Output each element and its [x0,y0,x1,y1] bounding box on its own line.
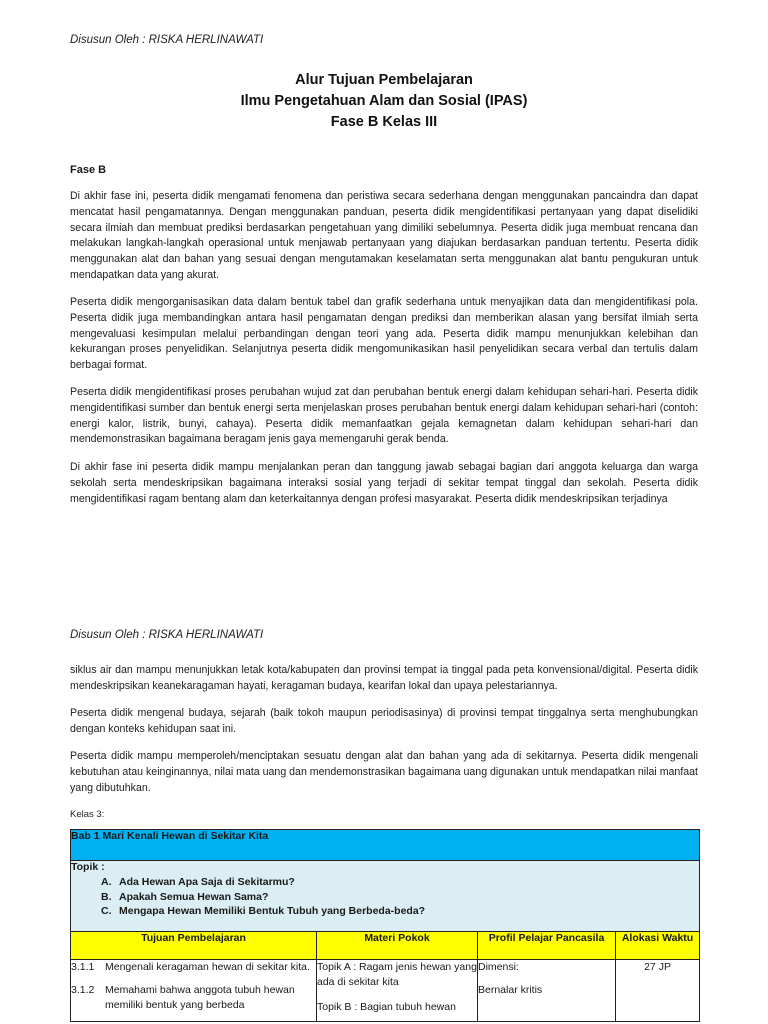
header-tujuan: Tujuan Pembelajaran [71,932,317,960]
materi-cell [317,960,478,1022]
topik-letter: C. [101,905,112,917]
title-line-2: Ilmu Pengetahuan Alam dan Sosial (IPAS) [240,93,528,109]
tujuan-cell [71,960,317,1022]
paragraph: siklus air dan mampu menunjukkan letak kota/kabupaten dan provinsi tempat ia tinggal pada peta konvensional/digital. Peserta didik mendeskripsikan keanekaragaman hayati, keragaman budaya, kearifan lokal dan upaya pelestariannya. [70,664,698,692]
topik-item [71,890,699,905]
paragraph: Peserta didik mampu memperoleh/menciptakan sesuatu dengan alat dan bahan yang ada di sekitarnya. Peserta didik mengenali kebutuhan atau keinginannya, nilai mata uang dan mendemonstrasikan bagaimana uang digunakan untuk mendapatkan nilai manfaat yang dibutuhkan. [70,750,698,794]
bab-row [71,830,700,861]
tujuan-number: 3.1.2 [71,984,95,996]
paragraph: Peserta didik mengenal budaya, sejarah (baik tokoh maupun periodisasinya) di provinsi tempat tinggalnya serta menghubungkan dengan konteks kehidupan saat ini. [70,707,698,735]
topik-letter: B. [101,890,112,903]
tujuan-item [71,960,316,975]
paragraph: Peserta didik mengidentifikasi proses perubahan wujud zat dan perubahan bentuk energi dalam kehidupan sehari-hari. Peserta didik mengidentifikasi sumber dan bentuk energi serta menjelaskan proses perubahan bentuk energi dalam kehidupan sehari-hari (contoh: energi kalor, listrik, bunyi, cahaya). Peserta didik memanfaatkan gejala kemagnetan dalam kehidupan sehari-hari dan mendemonstrasikan bagaimana beragam jenis gaya memengaruhi gerak benda. [70,386,698,446]
tujuan-text: Memahami bahwa anggota tubuh hewan memiliki bentuk yang berbeda [105,984,295,1011]
header-profil: Profil Pelajar Pancasila [478,932,616,960]
header-materi: Materi Pokok [317,932,478,960]
topik-text: Apakah Semua Hewan Sama? [119,890,269,903]
paragraph: Di akhir fase ini peserta didik mampu menjalankan peran dan tanggung jawab sebagai bagian dari anggota keluarga dan warga sekolah serta mendeskripsikan bagaimana interaksi sosial yang terjadi di sekitar tempat tinggal dan sekolah. Peserta didik mengidentifikasi ragam bentang alam dan keterkaitannya dengan profesi masyarakat. Peserta didik mendeskripsikan terjadinya [70,461,698,505]
topik-text: Ada Hewan Apa Saja di Sekitarmu? [119,876,295,888]
title-line-1: Alur Tujuan Pembelajaran [295,72,473,88]
tujuan-number: 3.1.1 [71,961,95,973]
topik-title: Topik : [71,861,105,873]
bab-title: Bab 1 Mari Kenali Hewan di Sekitar Kita [71,830,700,861]
topik-row [71,861,700,932]
topik-item [71,875,699,890]
alokasi-cell: 27 JP [616,960,700,1022]
tujuan-text: Mengenali keragaman hewan di sekitar kita. [105,961,310,973]
tujuan-item [71,983,316,1013]
topik-text: Mengapa Hewan Memiliki Bentuk Tubuh yang Berbeda-beda? [119,905,426,917]
document-title [0,70,768,133]
header-alokasi: Alokasi Waktu [616,932,700,960]
paragraph: Di akhir fase ini, peserta didik mengamati fenomena dan peristiwa secara sederhana dengan menggunakan pancaindra dan dapat mencatat hasil pengamatannya. Dengan menggunakan panduan, peserta didik mengidentifikasi pertanyaan yang dapat diselidiki secara ilmiah dan membuat prediksi berdasarkan pengetahuan yang dimiliki sebelumnya. Peserta didik juga membuat rencana dan melakukan langkah-langkah operasional untuk menjawab pertanyaan yang diajukan berdasarkan panduan tertentu. Peserta didik menggunakan alat dan bahan yang sesuai dengan mengutamakan keselamatan serta menggunakan alat bantu pengukuran untuk mendapatkan data yang akurat. [70,190,698,281]
author-line-page2: Disusun Oleh : RISKA HERLINAWATI [70,629,264,641]
kelas-label: Kelas 3: [70,809,105,820]
profil-line: Bernalar kritis [478,984,543,996]
topik-letter: A. [101,876,112,888]
materi-item: Topik A : Ragam jenis hewan yang ada di sekitar kita [317,961,477,988]
fase-label: Fase B [70,164,107,176]
profil-line: Dimensi: [478,961,519,973]
topik-cell [71,861,700,932]
title-line-3: Fase B Kelas III [330,114,438,130]
materi-item: Topik B : Bagian tubuh hewan [317,1001,456,1013]
paragraph: Peserta didik mengorganisasikan data dalam bentuk tabel dan grafik sederhana untuk menyajikan data dan mengidentifikasi pola. Peserta didik juga membandingkan antara hasil pengamatan dengan prediksi dan memberikan alasan yang bersifat ilmiah serta mengevaluasi kesimpulan melalui perbandingan dengan teori yang ada. Peserta didik mampu menunjukkan kelebihan dan kekurangan proses penyelidikan. Selanjutnya peserta didik mengomunikasikan hasil penyelidikan secara verbal dan tertulis dalam berbagai format. [70,296,698,372]
table-row [71,960,700,1022]
author-line-top: Disusun Oleh : RISKA HERLINAWATI [70,34,264,46]
profil-cell [478,960,616,1022]
topik-item [71,904,699,919]
table-header-row [71,932,700,960]
learning-plan-table [70,829,700,1022]
